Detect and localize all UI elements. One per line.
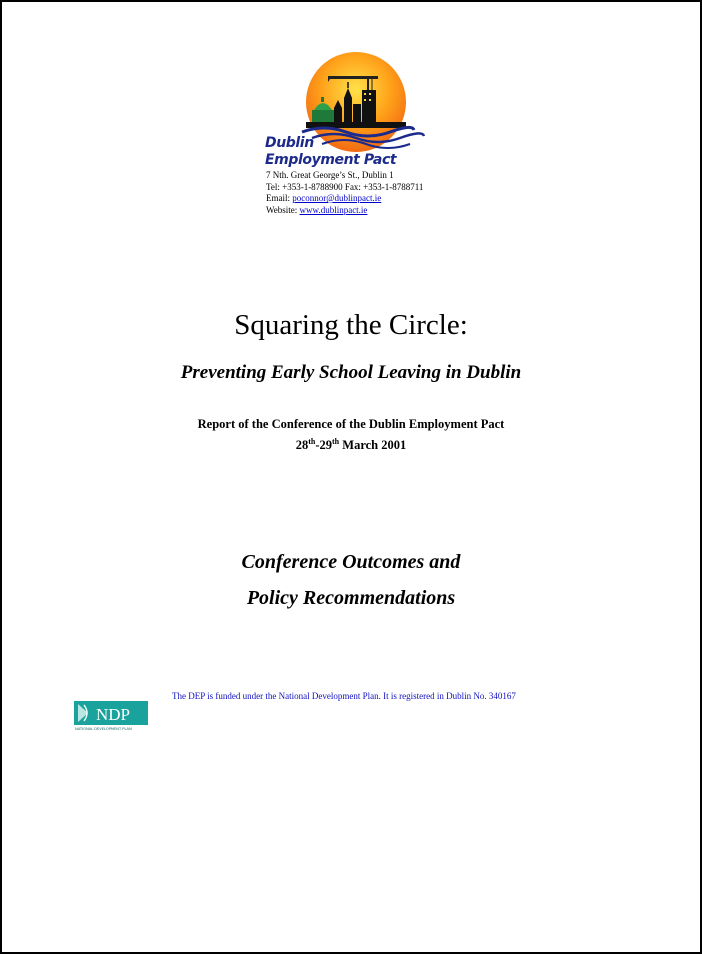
email-label: Email: bbox=[266, 193, 293, 203]
logo-line-2: Employment Pact bbox=[265, 152, 397, 168]
ndp-letters: NDP bbox=[96, 705, 131, 724]
conference-dates bbox=[2, 438, 700, 453]
ndp-tagline: NATIONAL DEVELOPMENT PLAN bbox=[75, 727, 132, 731]
date-suffix1: th bbox=[308, 436, 316, 446]
ndp-logo bbox=[74, 701, 148, 731]
funding-note: The DEP is funded under the National Development Plan. It is registered in Dublin No. 340167 bbox=[172, 691, 516, 701]
logo-line-1: Dublin bbox=[265, 135, 314, 151]
outcomes-heading-line2: Policy Recommendations bbox=[246, 587, 456, 609]
date-day1: 28 bbox=[295, 438, 309, 452]
date-suffix2: th bbox=[332, 436, 340, 446]
dublin-employment-pact-wordmark bbox=[265, 135, 396, 169]
report-line: Report of the Conference of the Dublin Employment Pact bbox=[197, 417, 505, 431]
phone-fax: Tel: +353-1-8788900 Fax: +353-1-8788711 bbox=[266, 181, 424, 192]
document-title: Squaring the Circle: bbox=[234, 309, 468, 341]
date-separator: -29 bbox=[315, 438, 333, 452]
website-line bbox=[266, 205, 423, 217]
document-subtitle: Preventing Early School Leaving in Dublin bbox=[180, 362, 522, 383]
website-label: Website: bbox=[266, 204, 300, 215]
email-link[interactable]: poconnor@dublinpact.ie bbox=[292, 193, 382, 203]
outcomes-heading-line1: Conference Outcomes and bbox=[241, 551, 461, 573]
contact-block bbox=[266, 170, 423, 216]
email-line bbox=[266, 193, 423, 205]
date-rest: March 2001 bbox=[339, 438, 407, 452]
website-link[interactable]: www.dublinpact.ie bbox=[299, 204, 368, 215]
address: 7 Nth. Great George’s St., Dublin 1 bbox=[266, 170, 394, 180]
